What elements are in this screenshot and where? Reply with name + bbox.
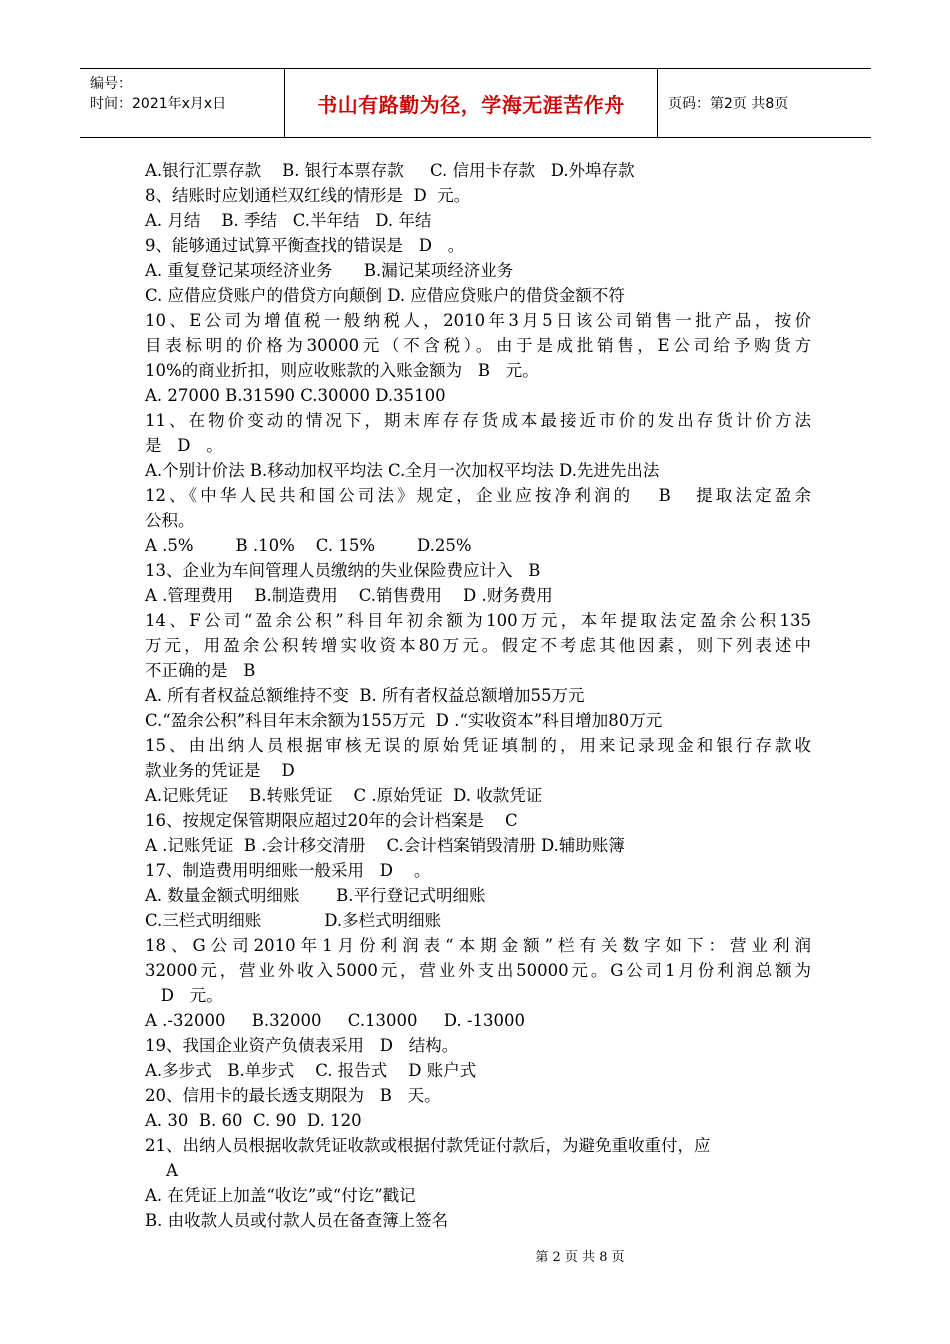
text-line: 款业务的凭证是 D <box>145 761 316 780</box>
text-line: 11、在物价变动的情况下，期末库存存货成本最接近市价的发出存货计价方法 <box>145 411 811 430</box>
text-line: 17、制造费用明细账一般采用 D 。 <box>145 861 431 880</box>
text-line: A .5% B .10% C. 15% D.25% <box>145 536 472 555</box>
text-line: 32000元，营业外收入5000元，营业外支出50000元。G公司1月份利润总额为 <box>145 961 811 980</box>
text-line: A.多步式 B.单步式 C. 报告式 D 账户式 <box>145 1061 477 1080</box>
text-line: D 元。 <box>145 986 223 1005</box>
text-line: 18、G公司2010年1月份利润表“本期金额”栏有关数字如下：营业利润 <box>145 936 811 955</box>
text-line: A <box>145 1161 210 1180</box>
text-line: A. 所有者权益总额维持不变 B. 所有者权益总额增加55万元 <box>145 686 585 705</box>
text-line: C.三栏式明细账 D.多栏式明细账 <box>145 911 442 930</box>
text-line: C.“盈余公积”科目年末余额为155万元 D .“实收资本”科目增加80万元 <box>145 711 663 730</box>
text-line: A.银行汇票存款 B. 银行本票存款 C. 信用卡存款 D.外埠存款 <box>145 161 635 180</box>
text-line: 16、按规定保管期限应超过20年的会计档案是 C <box>145 811 529 830</box>
text-line: C. 应借应贷账户的借贷方向颠倒 D. 应借应贷账户的借贷金额不符 <box>145 286 625 305</box>
text-line: 12、《中华人民共和国公司法》规定，企业应按净利润的 B 提取法定盈余 <box>145 486 811 505</box>
text-line: A .-32000 B.32000 C.13000 D. -13000 <box>145 1011 525 1030</box>
text-line: 不正确的是 B <box>145 661 277 680</box>
text-line: A. 27000 B.31590 C.30000 D.35100 <box>145 386 446 405</box>
text-line: 21、出纳人员根据收款凭证收款或根据付款凭证付款后，为避免重收重付，应 <box>145 1136 711 1155</box>
text-line: A .记账凭证 B .会计移交清册 C.会计档案销毁清册 D.辅助账簿 <box>145 836 625 855</box>
text-line: A. 数量金额式明细账 B.平行登记式明细账 <box>145 886 486 905</box>
text-line: 20、信用卡的最长透支期限为 B 天。 <box>145 1086 441 1105</box>
text-line: 万元，用盈余公积转增实收资本80万元。假定不考虑其他因素，则下列表述中 <box>145 636 811 655</box>
text-line: 是 D 。 <box>145 436 223 455</box>
text-line: A. 在凭证上加盖“收讫”或“付讫”戳记 <box>145 1186 416 1205</box>
text-line: 10、E公司为增值税一般纳税人，2010年3月5日该公司销售一批产品，按价 <box>145 311 811 330</box>
text-line: 8、结账时应划通栏双红线的情形是 D 元。 <box>145 186 471 205</box>
page-number-label: 页码：第2页 共8页 <box>668 96 789 112</box>
text-line: 15、由出纳人员根据审核无误的原始凭证填制的，用来记录现金和银行存款收 <box>145 736 811 755</box>
text-line: 9、能够通过试算平衡查找的错误是 D 。 <box>145 236 465 255</box>
text-line: 13、企业为车间管理人员缴纳的失业保险费应计入 B <box>145 561 551 580</box>
text-line: 公积。 <box>145 511 195 530</box>
text-line: 10%的商业折扣，则应收账款的入账金额为 B 元。 <box>145 361 539 380</box>
text-line: 14、F公司“盈余公积”科目年初余额为100万元，本年提取法定盈余公积135 <box>145 611 811 630</box>
date-label: 时间：2021年x月x日 <box>90 96 227 112</box>
text-line: A .管理费用 B.制造费用 C.销售费用 D .财务费用 <box>145 586 553 605</box>
number-label: 编号： <box>90 76 132 92</box>
text-line: B. 由收款人员或付款人员在备查簿上签名 <box>145 1211 449 1230</box>
text-line: 19、我国企业资产负债表采用 D 结构。 <box>145 1036 459 1055</box>
text-line: A. 重复登记某项经济业务 B.漏记某项经济业务 <box>145 261 514 280</box>
text-line: A.个别计价法 B.移动加权平均法 C.全月一次加权平均法 D.先进先出法 <box>145 461 660 480</box>
text-line: A. 月结 B. 季结 C.半年结 D. 年结 <box>145 211 432 230</box>
text-line: A.记账凭证 B.转账凭证 C .原始凭证 D. 收款凭证 <box>145 786 543 805</box>
text-line: A. 30 B. 60 C. 90 D. 120 <box>145 1111 362 1130</box>
text-line: 目表标明的价格为30000元（不含税）。由于是成批销售，E公司给予购货方 <box>145 336 811 355</box>
page-footer: 第 2 页 共 8 页 <box>535 1250 625 1265</box>
motto-text: 书山有路勤为径，学海无涯苦作舟 <box>317 92 625 117</box>
